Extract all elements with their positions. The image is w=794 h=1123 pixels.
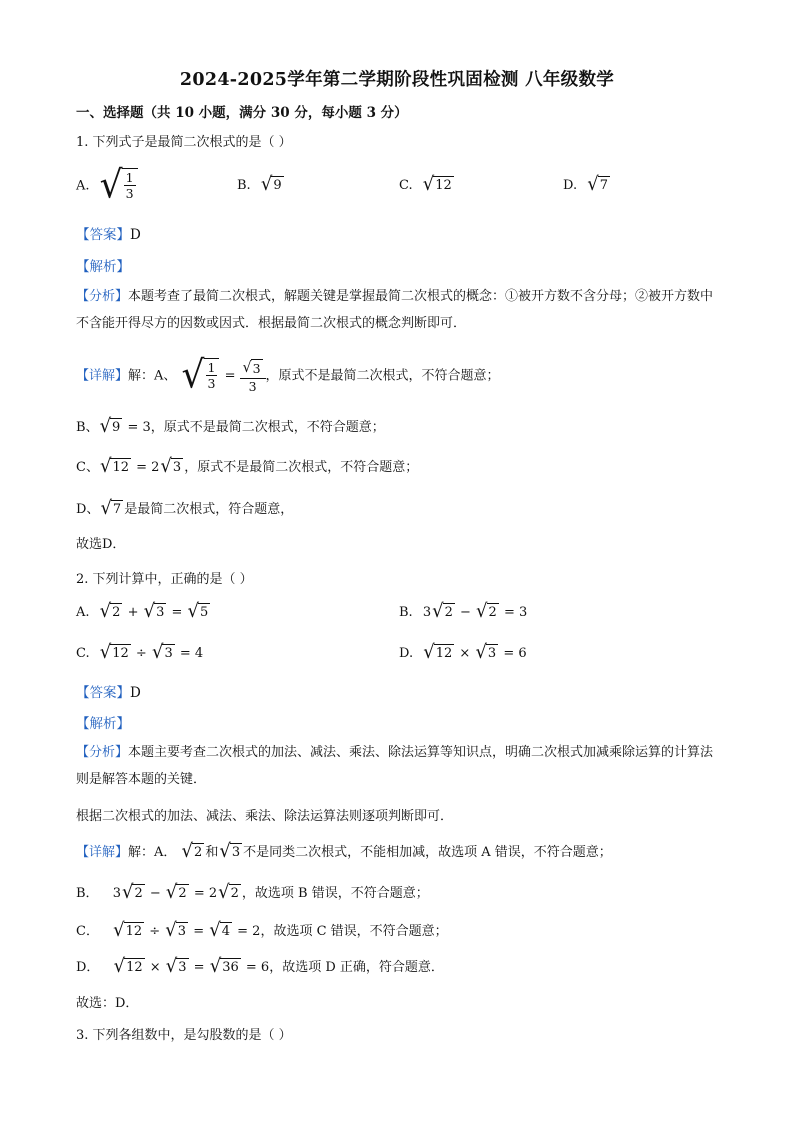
question-3-stem: 3. 下列各组数中，是勾股数的是（ ） [76,1028,292,1043]
fenxi-tag: 【分析】 [76,745,129,760]
detail-suffix: ，原式不是最简二次根式，不符合题意； [265,368,500,384]
q2-option-c: C. √ 12 ÷ √ 3 = 4 [76,641,204,664]
sqrt: √ 7 [587,173,608,196]
q2-option-a: A. √ 2 + √ 3 = √ 5 [76,600,209,623]
q2-detail-a: 【详解】解：A． √ 2 和 √ 3 不是同类二次根式，不能相加减，故选项 A 错误，不符合题意； [76,840,612,863]
option-label: B. [399,605,413,620]
detail-prefix: B． [76,886,99,901]
q1-detail-d: D、 √ 7 是最简二次根式，符合题意， [76,497,294,520]
fenxi-text: 本题考查了最简二次根式，解题关键是掌握最简二次根式的概念：①被开方数不含分母；②被开方数中不含能开得尽方的因数或因式．根据最简二次根式的概念判断即可． [76,289,714,331]
q2-option-b: B. 3 √ 2 − √ 2 = 3 [399,600,528,623]
q1-fenxi [76,283,726,337]
option-label: A. [76,605,90,620]
detail-suffix: 不是同类二次根式，不能相加减，故选项 A 错误，不符合题意； [243,845,612,860]
answer-value: D [130,227,141,243]
fraction-denominator: 3 [125,186,134,201]
option-label: C. [399,178,413,193]
option-label: A. [76,178,90,194]
q1-option-d [563,173,611,196]
q1-option-b [237,173,285,196]
q1-detail-b: B、 √ 9 = 3，原式不是最简二次根式，不符合题意； [76,415,385,438]
q1-option-a [76,163,139,207]
option-label: D. [563,178,578,193]
detail-prefix: 解：A． [128,845,177,860]
fraction-numerator: 1 [125,170,134,185]
detail-prefix: D． [76,960,100,975]
fraction: √ 3 3 [240,359,266,394]
q1-conclusion: 故选D． [76,537,126,552]
option-label: D. [399,646,414,661]
q1-option-c [399,173,455,196]
fenxi-text: 本题主要考查二次根式的加法、减法、乘法、除法运算等知识点，明确二次根式加减乘除运算的计算法则是解答本题的关键． [76,745,714,787]
detail-mid: 和 [205,845,219,860]
detail-prefix: 解：A、 [128,368,177,384]
answer-tag: 【答案】 [76,227,130,243]
fenxi-tag: 【分析】 [76,289,129,304]
q2-fenxi [76,739,726,793]
radicand: 9 [273,178,282,193]
q1-analysis-tag: 【解析】 [76,259,130,275]
q2-detail-d: D． √ 12 × √ 3 = √ 36 = 6，故选项 D 正确，符合题意． [76,955,444,978]
q2-option-d: D. √ 12 × √ 3 = 6 [399,641,527,664]
question-1-stem: 1. 下列式子是最简二次根式的是（ ） [76,135,292,150]
section-heading: 一、选择题（共 10 小题，满分 30 分，每小题 3 分） [76,105,408,121]
detail-prefix: D、 [76,502,100,517]
detail-prefix: C． [76,924,99,939]
option-label: C. [76,646,90,661]
detail-suffix: 是最简二次根式，符合题意， [124,502,294,517]
page-title: 2024-2025学年第二学期阶段性巩固检测 八年级数学 [179,70,615,90]
detail-tag: 【详解】 [76,368,129,384]
q2-detail-b: B． 3 √ 2 − √ 2 = 2 √ 2 ，故选项 B 错误，不符合题意； [76,881,429,904]
q1-detail-c: C、 √ 12 = 2 √ 3 ，原式不是最简二次根式，不符合题意； [76,455,419,478]
detail-expression: = 3 [127,420,151,435]
detail-suffix: ，故选项 C 错误，不符合题意； [260,924,448,939]
sqrt: √ 12 [422,173,452,196]
detail-suffix: ，原式不是最简二次根式，不符合题意； [150,420,385,435]
detail-suffix: ，原式不是最简二次根式，不符合题意； [184,460,419,475]
answer-tag: 【答案】 [76,685,130,701]
detail-prefix: C、 [76,460,99,475]
q2-conclusion: 故选：D． [76,996,139,1011]
detail-tag: 【详解】 [76,845,129,860]
q1-detail-a: 【详解】解：A、 √ $\frac{1}{3}$ = √ 3 3 ，原式不是最简二次根式，不符合题意； [76,353,500,397]
sqrt: √ 9 [260,173,282,196]
answer-value: D [130,685,141,701]
radicand: 7 [599,178,608,193]
q1-answer [76,223,141,243]
radicand: 12 [435,178,452,193]
sqrt-fraction: √ $\frac{1}{3}$ [182,358,220,394]
question-2-stem: 2. 下列计算中，正确的是（ ） [76,572,253,587]
q2-analysis-tag: 【解析】 [76,716,130,732]
sqrt-fraction: √ $\frac{1}{3}$ [100,168,138,204]
detail-prefix: B、 [76,420,99,435]
detail-suffix: ，故选项 D 正确，符合题意． [269,960,444,975]
detail-suffix: ，故选项 B 错误，不符合题意； [241,886,429,901]
option-label: B. [237,178,251,193]
q2-fenxi-2: 根据二次根式的加法、减法、乘法、除法运算法则逐项判断即可． [76,809,454,824]
q2-detail-c: C． √ 12 ÷ √ 3 = √ 4 = 2，故选项 C 错误，不符合题意； [76,919,448,942]
q2-answer [76,681,141,701]
